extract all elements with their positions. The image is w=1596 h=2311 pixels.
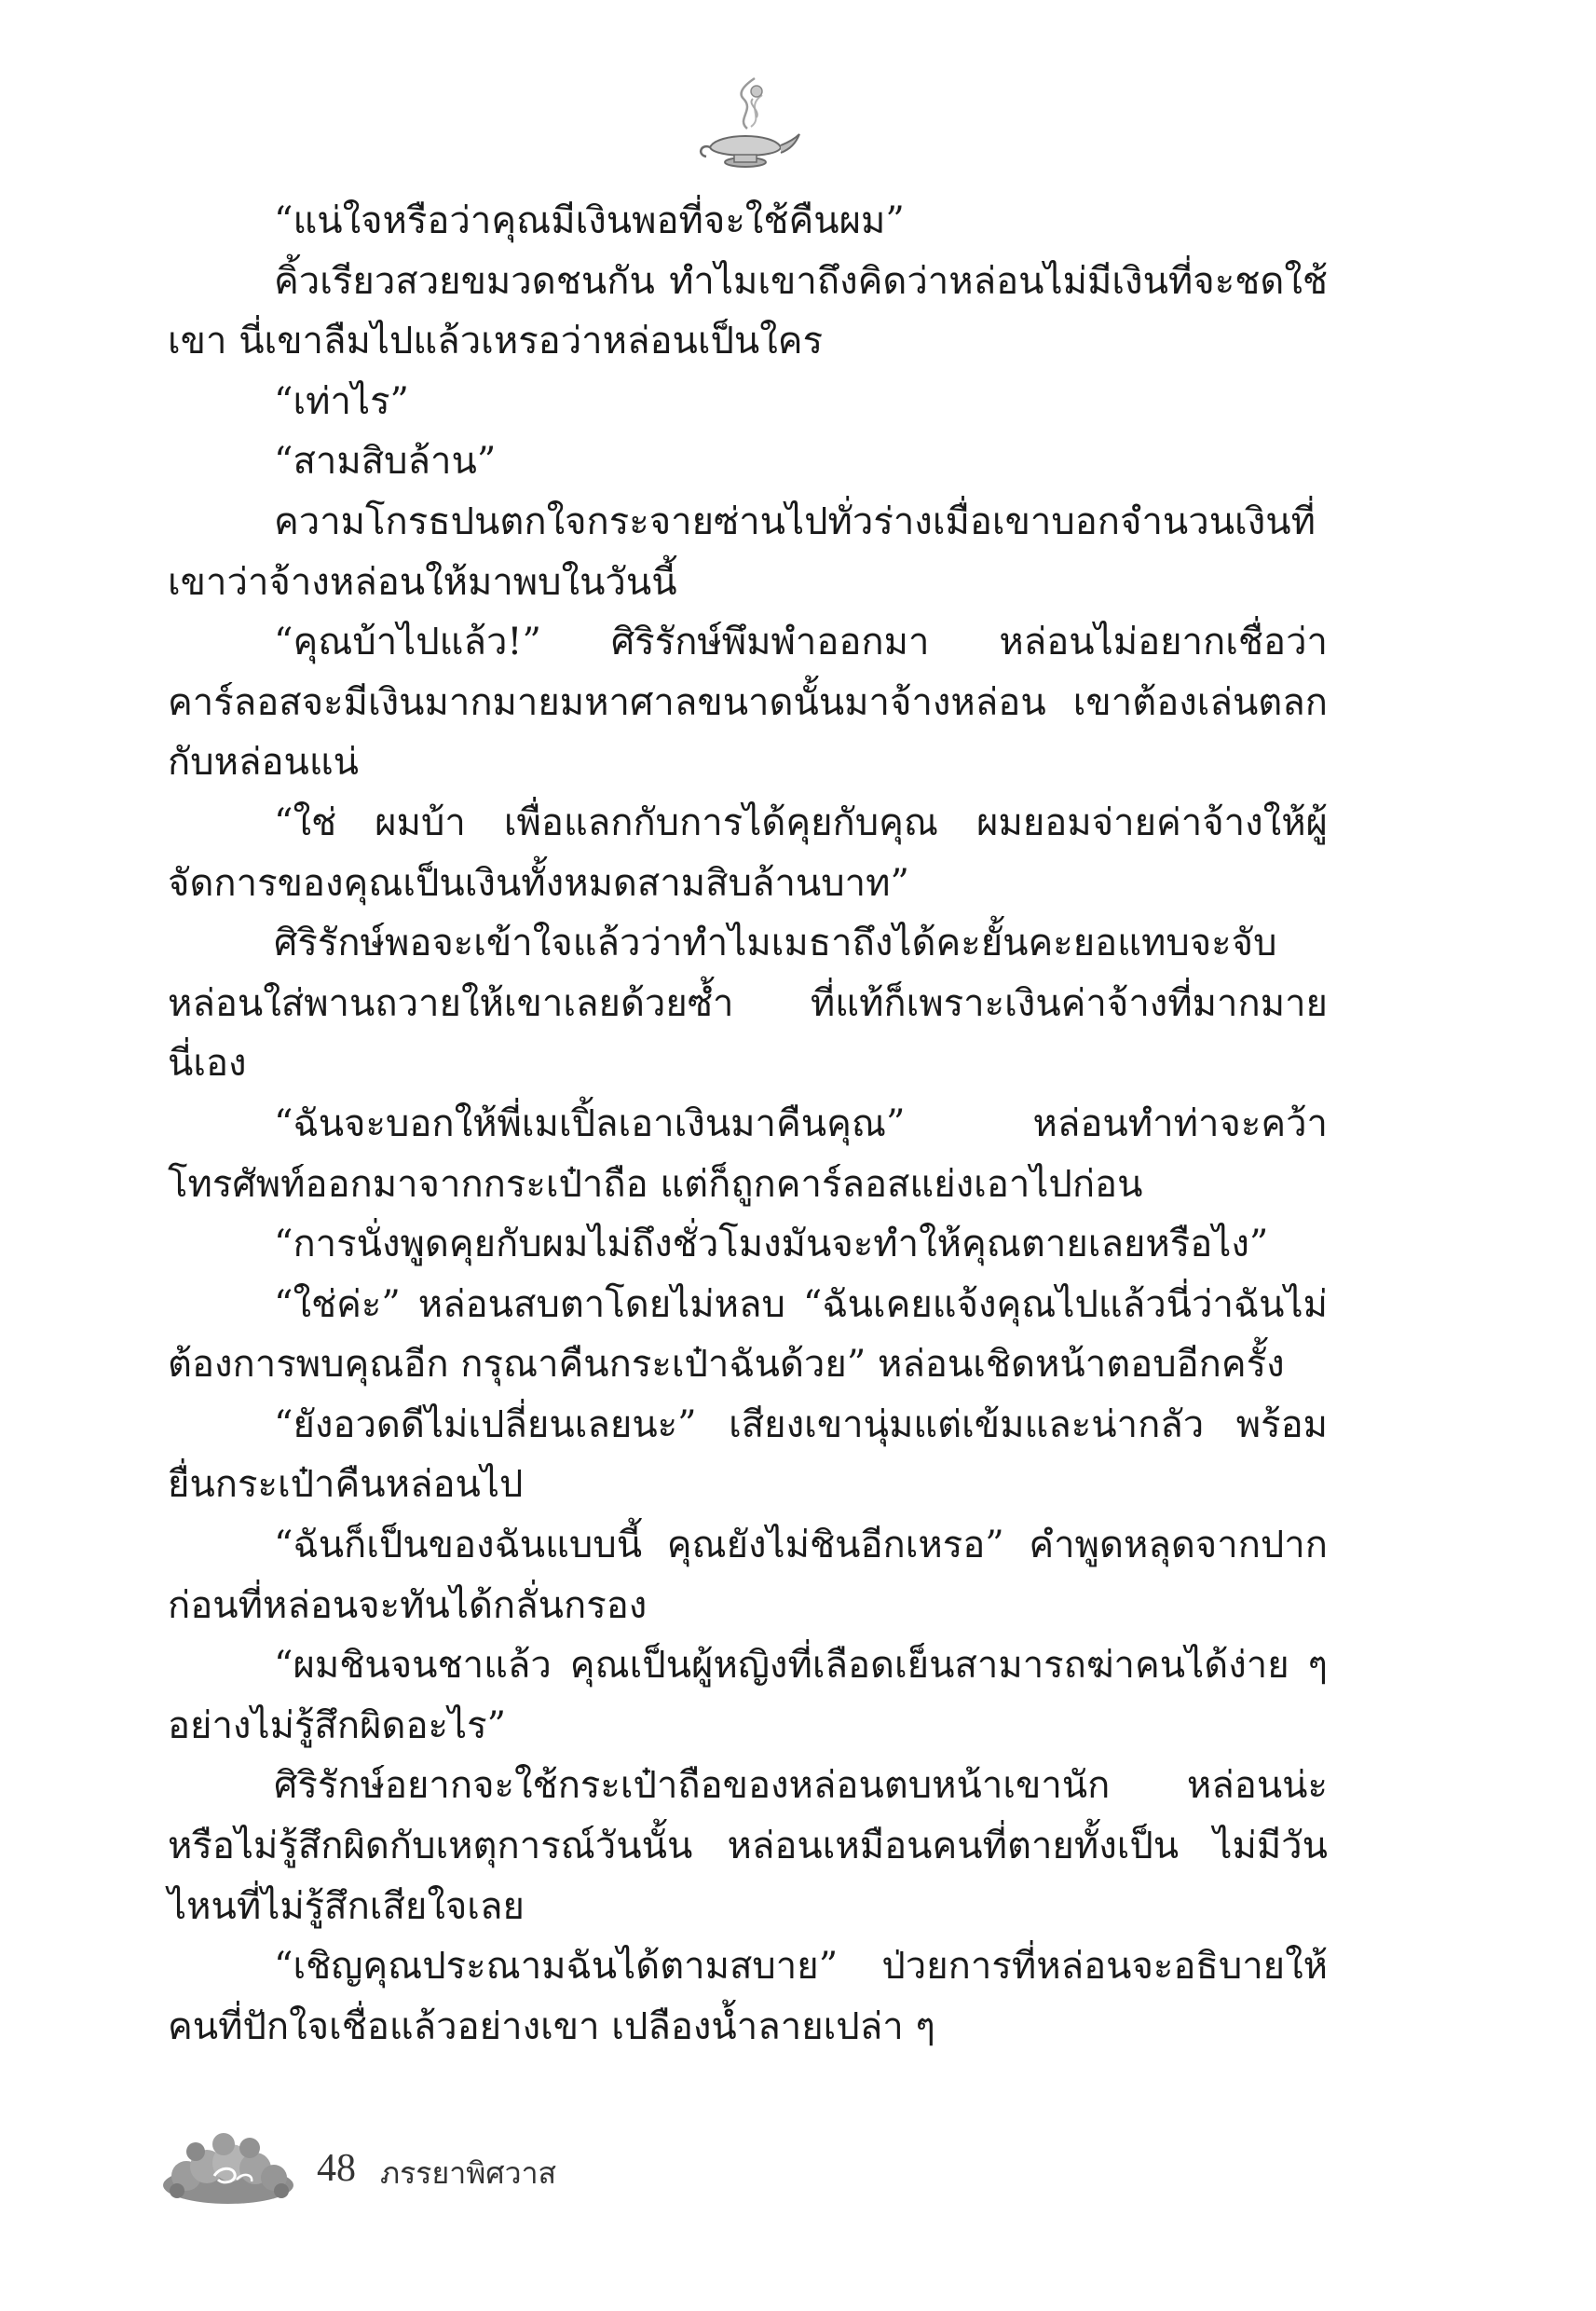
paragraph: “การนั่งพูดคุยกับผมไม่ถึงชั่วโมงมันจะทำให้คุณตายเลยหรือไง” [274, 1223, 1269, 1266]
page-footer [158, 2120, 811, 2213]
paragraph: “แน่ใจหรือว่าคุณมีเงินพอที่จะใช้คืนผม” [274, 199, 905, 242]
paragraph: “คุณบ้าไปแล้ว!” ศิริรักษ์พึมพำออกมา หล่อนไม่อยากเชื่อว่าคาร์ลอสจะมีเงินมากมายมหาศาลขนาดนั้นมาจ้างหล่อน เขาต้องเล่นตลกกับหล่อนแน่ [168, 621, 1328, 785]
paragraph: ศิริรักษ์อยากจะใช้กระเป๋าถือของหล่อนตบหน้าเขานัก หล่อนน่ะหรือไม่รู้สึกผิดกับเหตุการณ์วันนั้น หล่อนเหมือนคนที่ตายทั้งเป็น ไม่มีวันไหนที่ไม่รู้สึกเสียใจเลย [168, 1764, 1328, 1928]
paragraph: “ฉันก็เป็นของฉันแบบนี้ คุณยังไม่ชินอีกเหรอ” คำพูดหลุดจากปากก่อนที่หล่อนจะทันได้กลั่นกรอง [168, 1524, 1328, 1627]
paragraph: “เท่าไร” [274, 379, 409, 423]
paragraph: “ฉันจะบอกให้พี่เมเปิ้ลเอาเงินมาคืนคุณ” หล่อนทำท่าจะคว้าโทรศัพท์ออกมาจากกระเป๋าถือ แต่ก็ถูกคาร์ลอสแย่งเอาไปก่อน [168, 1101, 1328, 1206]
page-number: 48 [317, 2147, 356, 2190]
paragraph: “ยังอวดดีไม่เปลี่ยนเลยนะ” เสียงเขานุ่มแต่เข้มและน่ากลัว พร้อมยื่นกระเป๋าคืนหล่อนไป [168, 1402, 1328, 1507]
paragraph: “สามสิบล้าน” [274, 440, 497, 484]
paragraph: “ผมชินจนชาแล้ว คุณเป็นผู้หญิงที่เลือดเย็นสามารถฆ่าคนได้ง่าย ๆ อย่างไม่รู้สึกผิดอะไร” [168, 1644, 1328, 1747]
flower-bouquet-icon [158, 2120, 298, 2208]
paragraph: “เชิญคุณประณามฉันได้ตามสบาย” ป่วยการที่หล่อนจะอธิบายให้คนที่ปักใจเชื่อแล้วอย่างเขา เปลืองน้ำลายเปล่า ๆ [168, 1945, 1328, 2048]
body-text [168, 191, 1328, 2101]
paragraph: “ใช่ ผมบ้า เพื่อแลกกับการได้คุยกับคุณ ผมยอมจ่ายค่าจ้างให้ผู้จัดการของคุณเป็นเงินทั้งหมดสามสิบล้านบาท” [168, 800, 1328, 905]
paragraph: คิ้วเรียวสวยขมวดชนกัน ทำไมเขาถึงคิดว่าหล่อนไม่มีเงินที่จะชดใช้เขา นี่เขาลืมไปแล้วเหรอว่าหล่อนเป็นใคร [168, 259, 1328, 363]
paragraph: ศิริรักษ์พอจะเข้าใจแล้วว่าทำไมเมธาถึงได้คะยั้นคะยอแทบจะจับหล่อนใส่พานถวายให้เขาเลยด้วยซ้ำ ที่แท้ก็เพราะเงินค่าจ้างที่มากมายนี่เอง [168, 922, 1328, 1086]
genie-lamp-icon [689, 73, 801, 175]
book-title: ภรรยาพิศวาส [380, 2155, 557, 2191]
paragraph: ความโกรธปนตกใจกระจายซ่านไปทั่วร่างเมื่อเขาบอกจำนวนเงินที่เขาว่าจ้างหล่อนให้มาพบในวันนี้ [168, 499, 1316, 604]
paragraph: “ใช่ค่ะ” หล่อนสบตาโดยไม่หลบ “ฉันเคยแจ้งคุณไปแล้วนี่ว่าฉันไม่ต้องการพบคุณอีก กรุณาคืนกระเป๋าฉันด้วย” หล่อนเชิดหน้าตอบอีกครั้ง [168, 1282, 1328, 1387]
